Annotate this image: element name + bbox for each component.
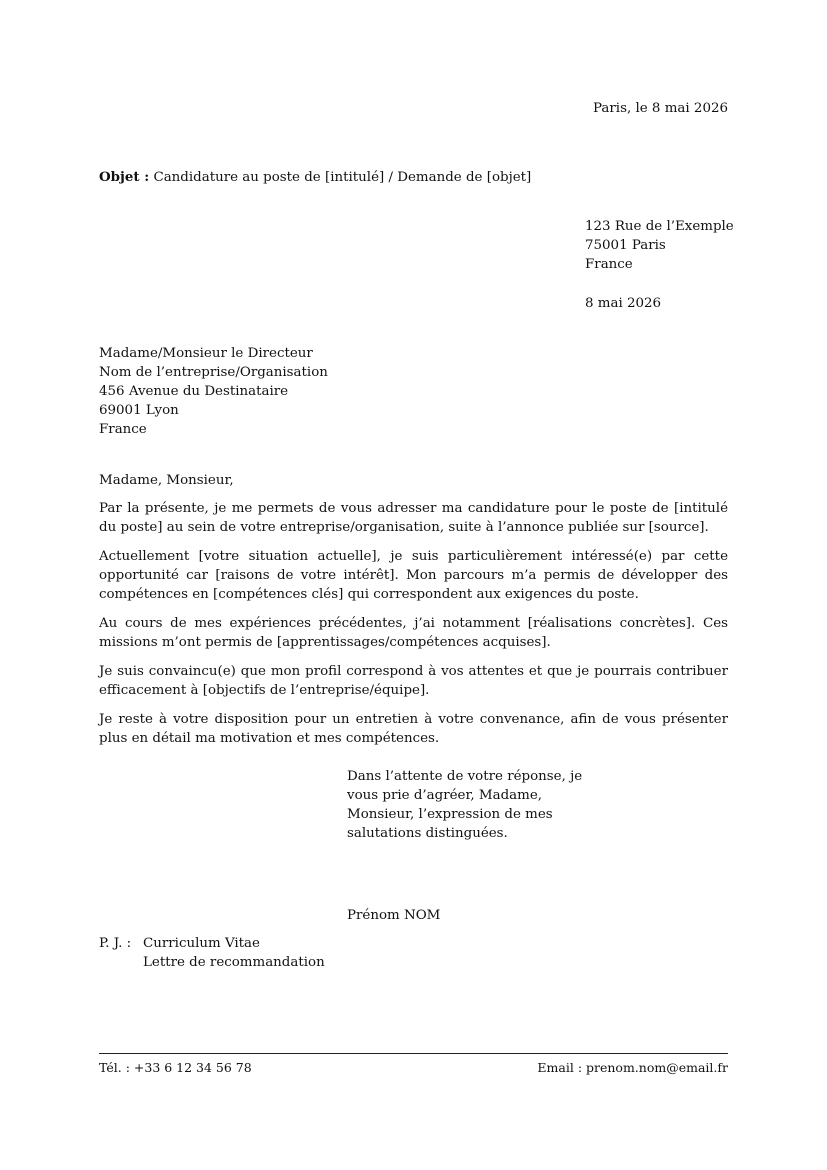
- footer-divider: [99, 1053, 728, 1054]
- body-paragraph: Actuellement [votre situation actuelle], je suis particulièrement intéressé(e) par cette opportunité car [raisons de votre intérêt]. Mon parcours m’a permis de développer des compétences en [compétences clés] qui correspondent aux exigences du poste.: [99, 549, 728, 602]
- attachments: [99, 934, 325, 972]
- salutation: Madame, Monsieur,: [99, 473, 234, 488]
- attachment-item: Lettre de recommandation: [143, 955, 325, 970]
- recipient-line: 69001 Lyon: [99, 403, 179, 418]
- footer-phone: Tél. : +33 6 12 34 56 78: [99, 1060, 252, 1075]
- body-paragraph: Par la présente, je me permets de vous adresser ma candidature pour le poste de [intitulé du poste] au sein de votre entreprise/organisation, suite à l’annonce publiée sur [source].: [99, 501, 728, 535]
- subject-label: Objet :: [99, 169, 150, 185]
- subject-text: Candidature au poste de [intitulé] / Demande de [objet]: [153, 170, 532, 185]
- recipient-line: 456 Avenue du Destinataire: [99, 384, 289, 399]
- sender-city: 75001 Paris: [585, 238, 666, 253]
- body-paragraph: Au cours de mes expériences précédentes, j’ai notamment [réalisations concrètes]. Ces missions m’ont permis de [apprentissages/compétences acquises].: [99, 616, 728, 650]
- letter-body: [99, 499, 728, 758]
- closing-formula: Dans l’attente de votre réponse, je vous prie d’agréer, Madame, Monsieur, l’expression de mes salutations distinguées.: [347, 769, 583, 841]
- footer-email: Email : prenom.nom@email.fr: [537, 1060, 728, 1075]
- body-paragraph: Je suis convaincu(e) que mon profil correspond à vos attentes et que je pourrais contribuer efficacement à [objectifs de l’entreprise/équipe].: [99, 664, 728, 698]
- sender-country: France: [585, 257, 633, 272]
- subject-line: [99, 168, 531, 187]
- attachment-item: Curriculum Vitae: [143, 936, 260, 951]
- body-paragraph: Je reste à votre disposition pour un entretien à votre convenance, afin de vous présenter plus en détail ma motivation et mes compétences.: [99, 712, 728, 746]
- recipient-line: Nom de l’entreprise/Organisation: [99, 365, 328, 380]
- sender-address: [585, 217, 734, 274]
- recipient-line: France: [99, 422, 147, 437]
- sender-street: 123 Rue de l’Exemple: [585, 219, 734, 234]
- sender-date: 8 mai 2026: [585, 296, 662, 311]
- recipient-address: [99, 344, 328, 439]
- recipient-line: Madame/Monsieur le Directeur: [99, 346, 313, 361]
- letter-date: Paris, le 8 mai 2026: [593, 101, 728, 116]
- attachments-label: P. J. :: [99, 936, 132, 951]
- signature-name: Prénom NOM: [347, 908, 441, 923]
